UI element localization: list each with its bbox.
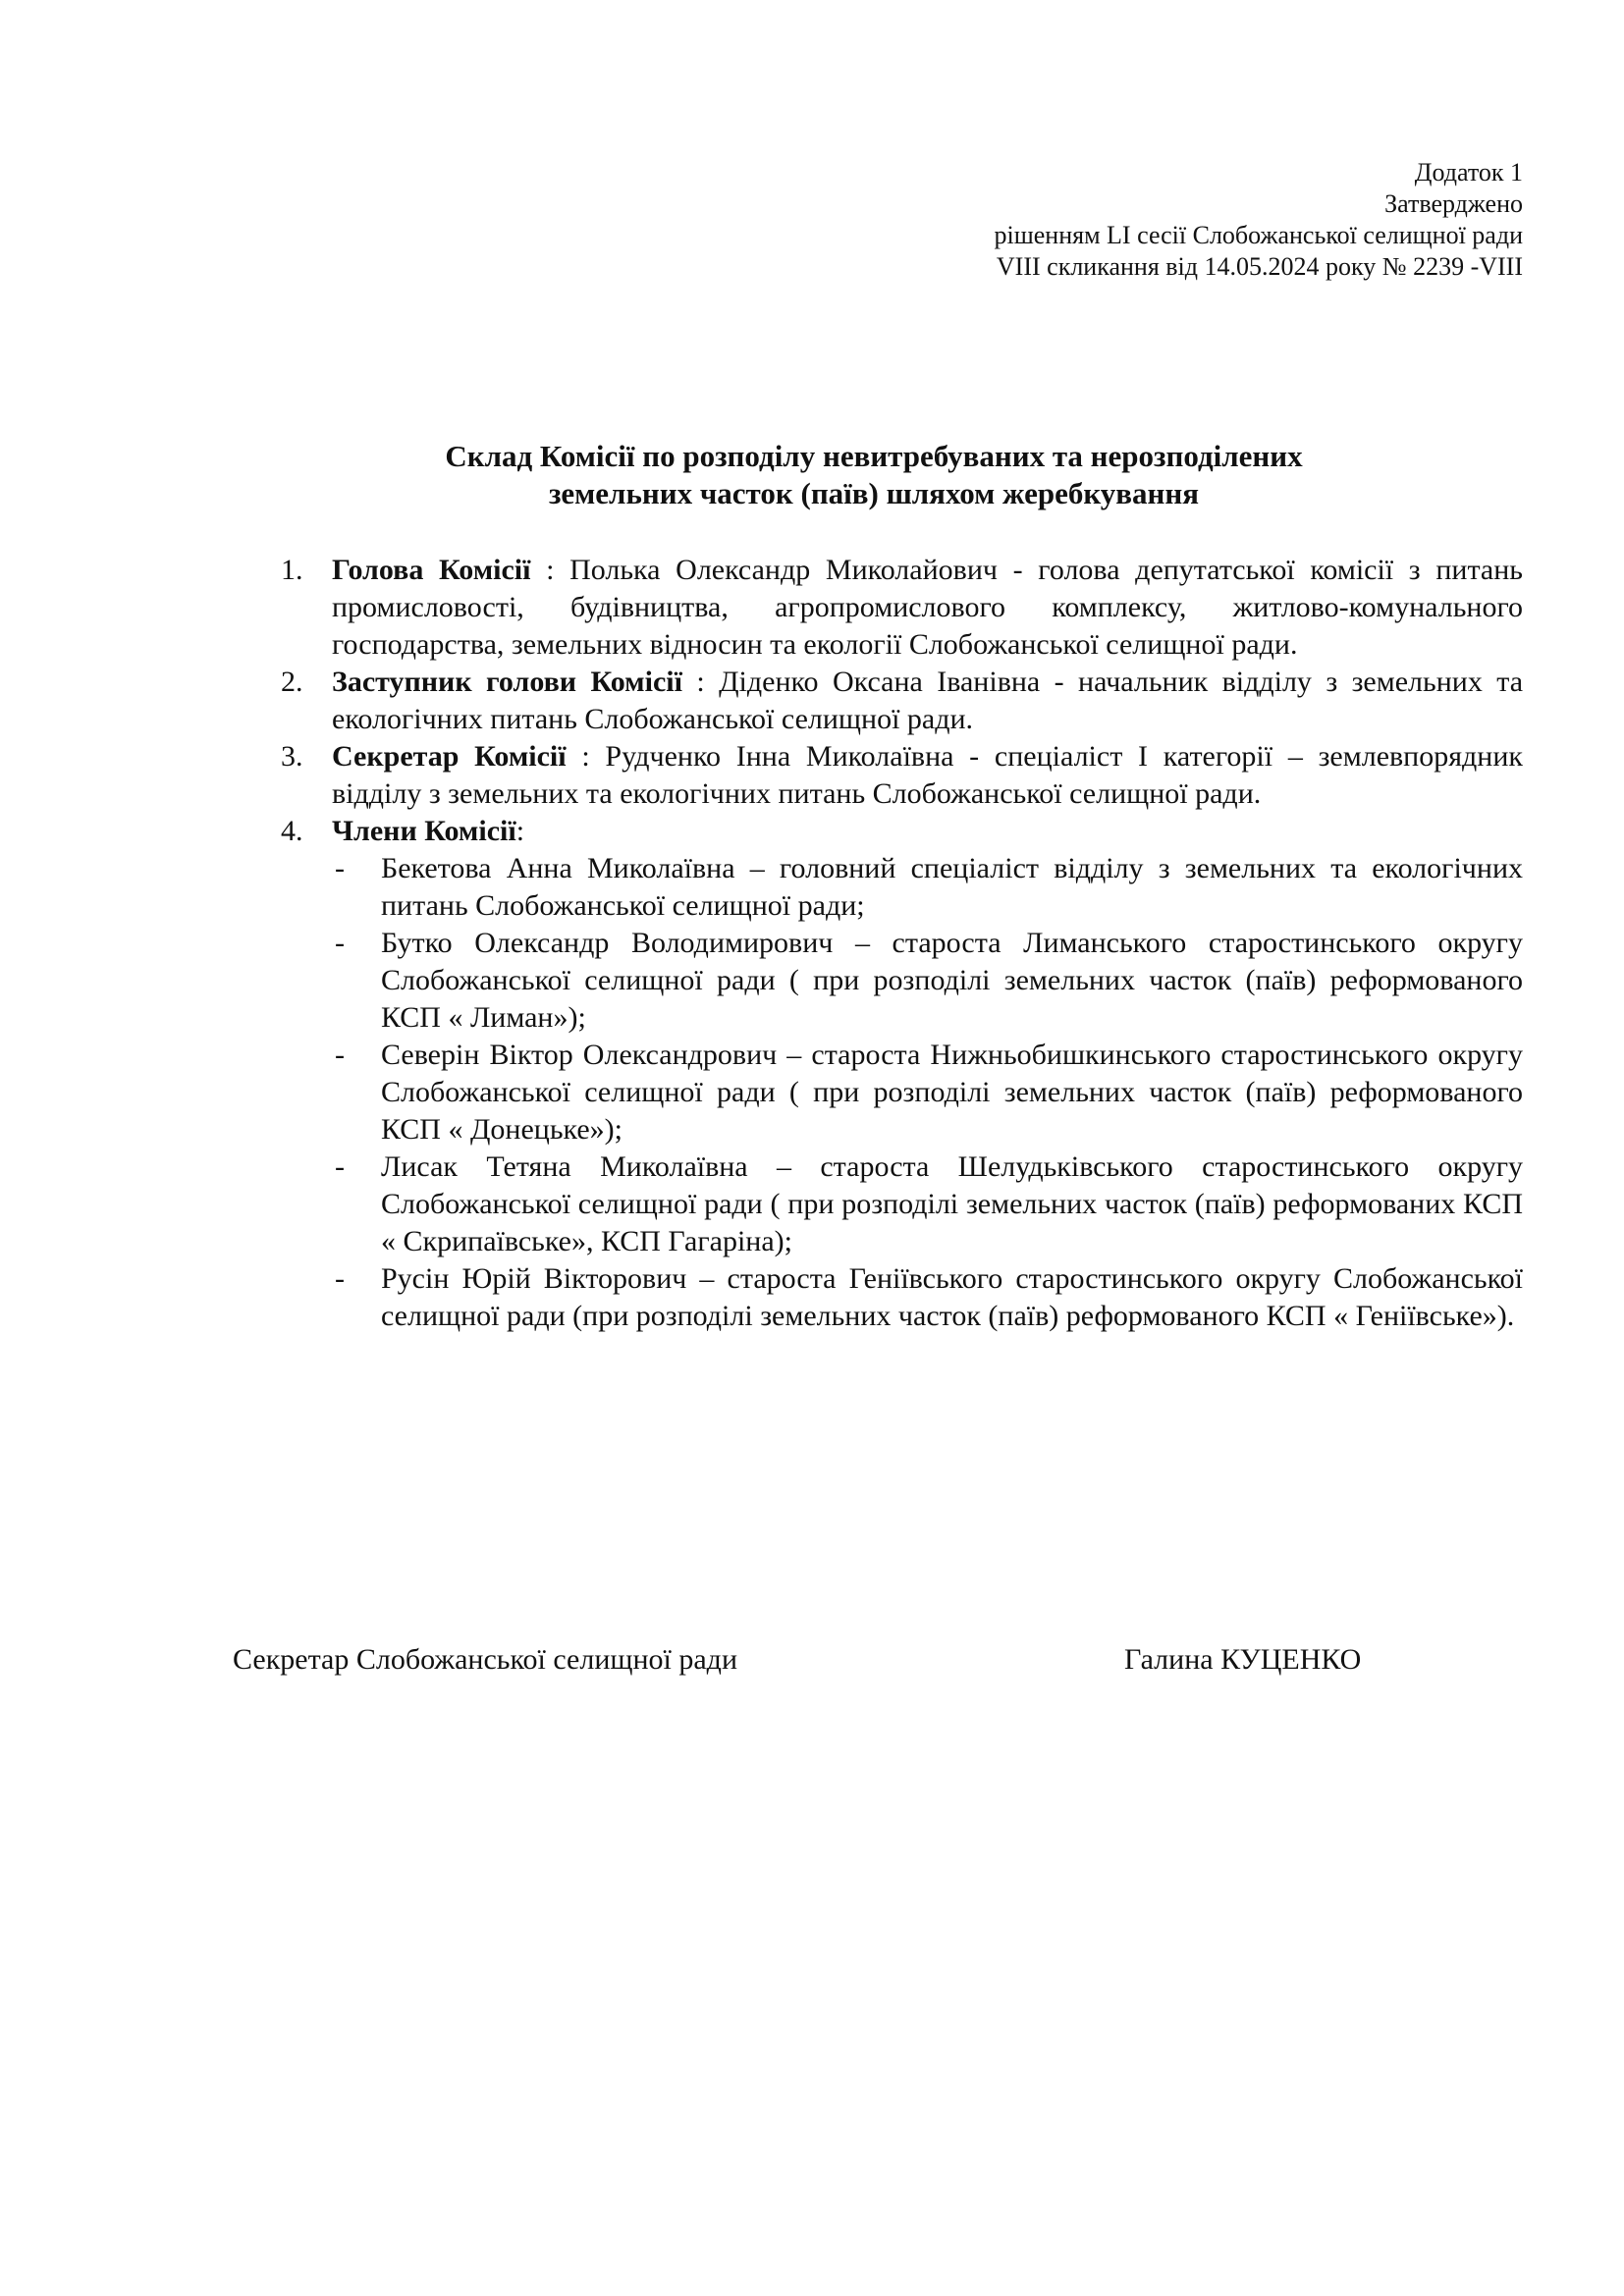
member-item	[332, 1148, 1523, 1260]
list-number: 4.	[281, 815, 303, 847]
role-text: : Діденко Оксана Іванівна - начальник відділу з земельних та екологічних питань Слобожанської селищної ради.	[332, 666, 1524, 735]
member-item	[332, 1260, 1523, 1335]
list-item-chair	[281, 552, 1523, 664]
role-text: : Рудченко Інна Миколаївна - спеціаліст І категорії – землевпорядник відділу з земельних та екологічних питань Слобожанської селищної ради.	[332, 740, 1523, 810]
member-text: Лисак Тетяна Миколаївна – староста Шелудьківського старостинського округу Слобожанської селищної ради ( при розподілі земельних часток (паїв) реформованих КСП « Скрипаївське», КСП Гагаріна);	[381, 1150, 1523, 1257]
signature-name: Галина КУЦЕНКО	[1124, 1643, 1362, 1676]
document-title	[236, 438, 1512, 512]
title-line-2: земельних часток (паїв) шляхом жеребкування	[548, 476, 1200, 510]
title-line-1: Склад Комісії по розподілу невитребуваних та нерозподілених	[445, 439, 1303, 473]
annex-line-1: Додаток 1	[1414, 158, 1523, 187]
role-label: Секретар Комісії	[332, 740, 567, 773]
list-number: 1.	[281, 554, 303, 586]
list-item-members	[281, 813, 1523, 1335]
members-list	[332, 850, 1523, 1335]
member-text: Бутко Олександр Володимирович – староста Лиманського старостинського округу Слобожанської селищної ради ( при розподілі земельних часток (паїв) реформованого КСП « Лиман»);	[381, 927, 1523, 1034]
annex-line-4: VIII скликання від 14.05.2024 року № 2239 -VIII	[996, 252, 1523, 281]
member-item	[332, 1037, 1523, 1148]
role-text: : Полька Олександр Миколайович - голова депутатської комісії з питань промисловості, будівництва, агропромислового комплексу, житлово-комунального господарства, земельних відносин та екології Слобожанської селищної ради.	[332, 554, 1523, 661]
annex-line-2: Затверджено	[1384, 189, 1523, 218]
member-text: Русін Юрій Вікторович – староста Геніївського старостинського округу Слобожанської селищної ради (при розподілі земельних часток (паїв) реформованого КСП « Геніївське»).	[381, 1262, 1523, 1332]
list-item-deputy	[281, 664, 1523, 738]
list-dash: -	[335, 1262, 345, 1295]
member-text: Бекетова Анна Миколаївна – головний спеціаліст відділу з земельних та екологічних питань Слобожанської селищної ради;	[381, 852, 1523, 922]
role-label: Члени Комісії	[332, 815, 516, 847]
member-item	[332, 925, 1523, 1037]
signature-role: Секретар Слобожанської селищної ради	[233, 1643, 737, 1676]
list-number: 2.	[281, 666, 303, 698]
list-dash: -	[335, 1150, 345, 1183]
role-label: Заступник голови Комісії	[332, 666, 682, 698]
list-dash: -	[335, 927, 345, 959]
role-text: :	[515, 815, 525, 847]
list-item-secretary	[281, 738, 1523, 813]
member-text: Северін Віктор Олександрович – староста Нижньобишкинського старостинського округу Слобожанської селищної ради ( при розподілі земельних часток (паїв) реформованого КСП « Донецьке»);	[381, 1039, 1523, 1146]
commission-list	[281, 552, 1523, 1335]
list-dash: -	[335, 852, 345, 884]
annex-line-3: рішенням LI сесії Слобожанської селищної ради	[994, 221, 1523, 249]
annex-header	[639, 157, 1523, 283]
member-item	[332, 850, 1523, 925]
list-number: 3.	[281, 740, 303, 773]
role-label: Голова Комісії	[332, 554, 531, 586]
list-dash: -	[335, 1039, 345, 1071]
